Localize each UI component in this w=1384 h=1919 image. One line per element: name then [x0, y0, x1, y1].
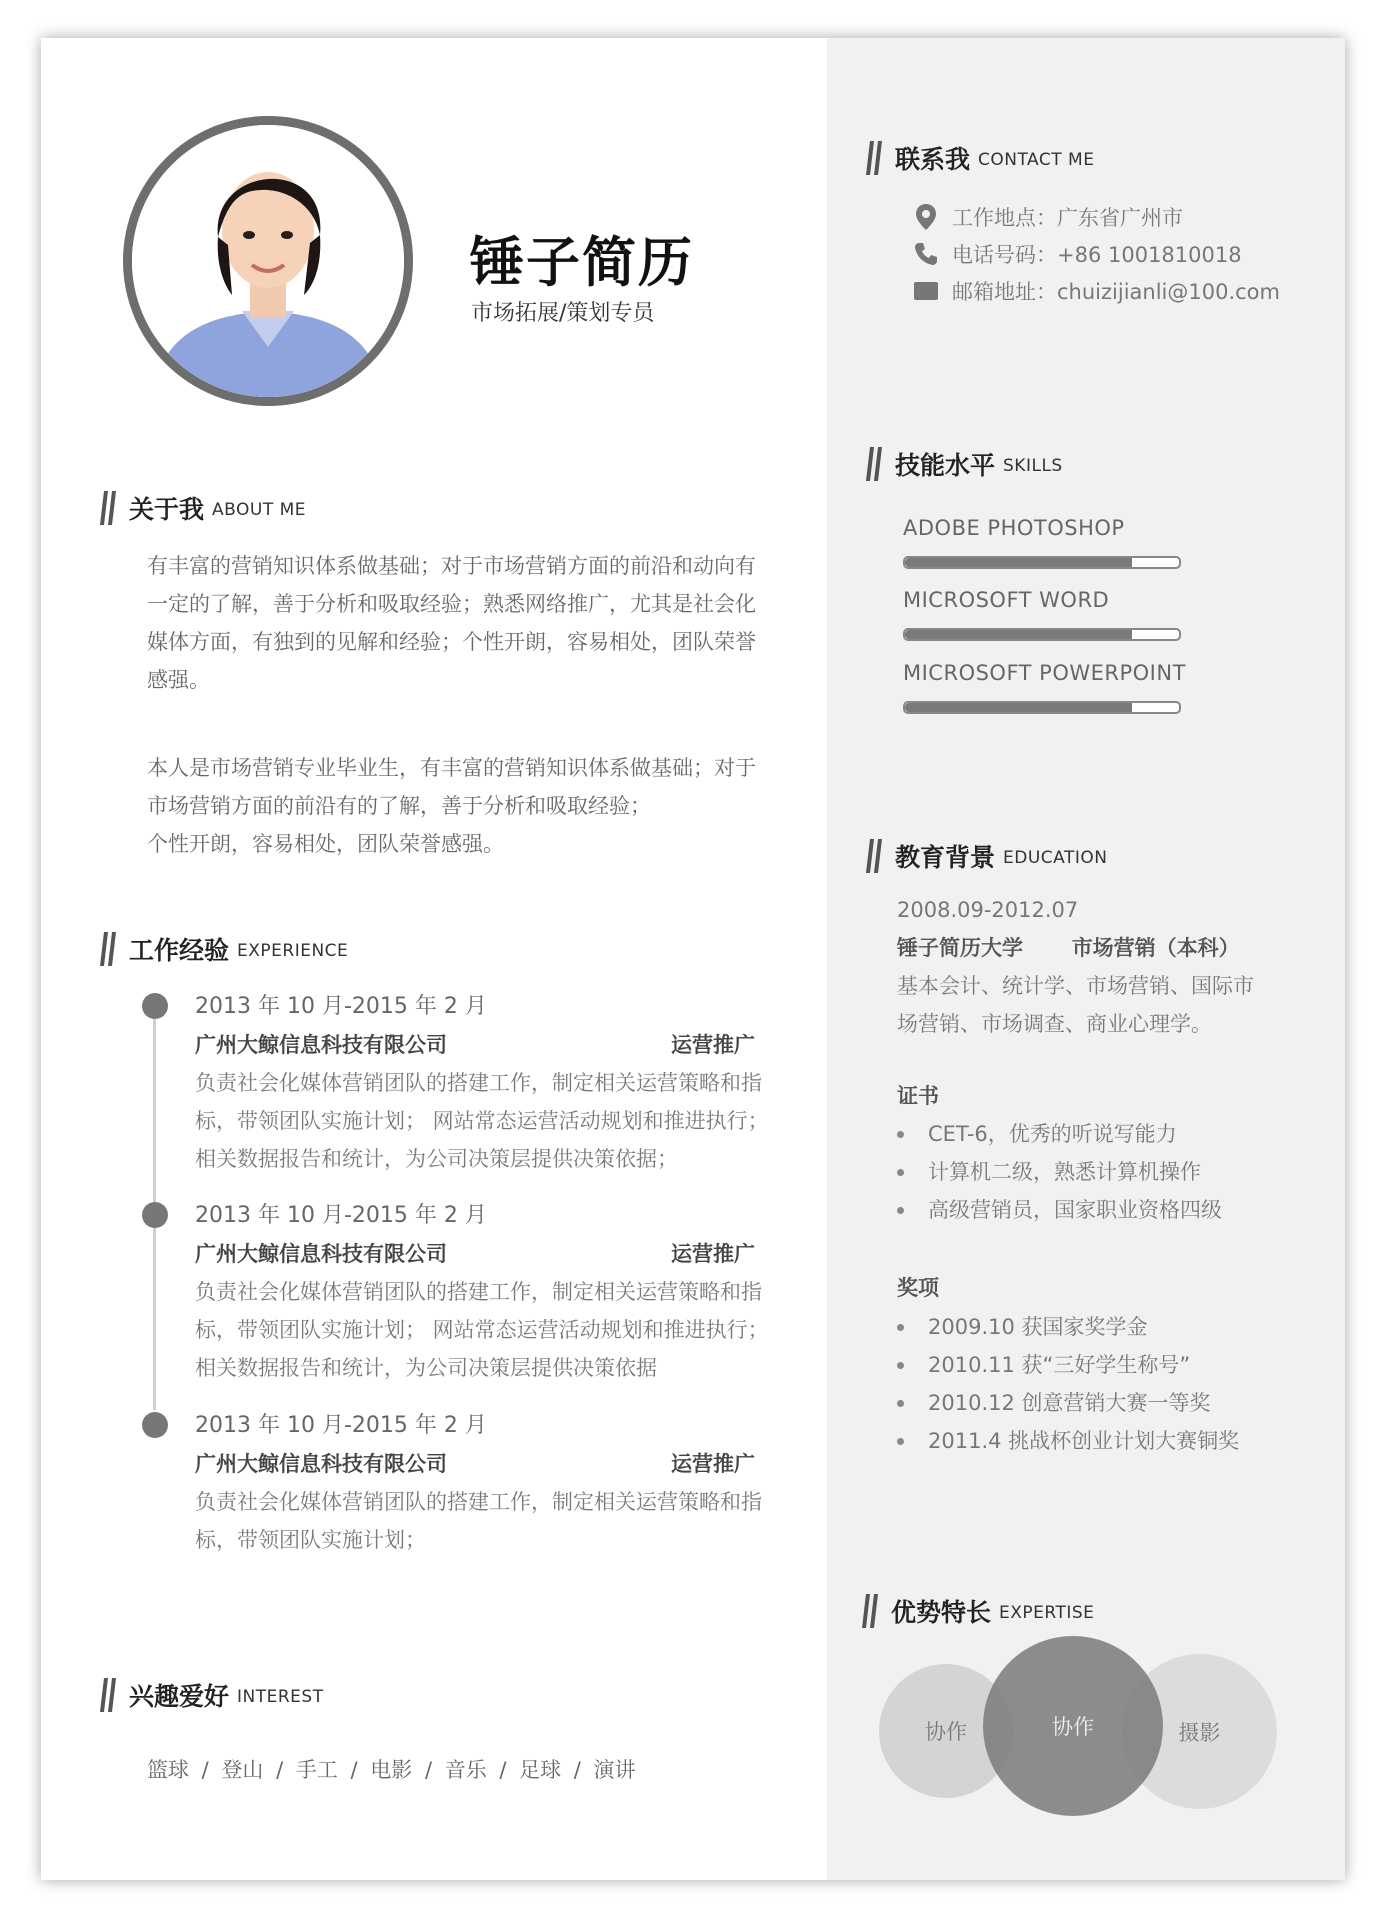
experience-company: 广州大鲸信息科技有限公司	[195, 1242, 447, 1266]
list-item-text: 计算机二级，熟悉计算机操作	[928, 1160, 1201, 1184]
text-line: 负责社会化媒体营销团队的搭建工作，制定相关运营策略和指	[195, 1490, 762, 1514]
text-line: 负责社会化媒体营销团队的搭建工作，制定相关运营策略和指	[195, 1280, 762, 1304]
mail-icon	[912, 279, 940, 303]
expertise-bubble-right: 摄影	[1122, 1654, 1277, 1809]
section-heading-contact	[865, 140, 1094, 176]
section-title-en: CONTACT ME	[978, 150, 1095, 170]
text-line: 市场营销方面的前沿有的了解，善于分析和吸取经验；	[147, 794, 651, 818]
skill-bar	[903, 628, 1181, 641]
resume-page	[41, 38, 1345, 1880]
section-title-en: INTEREST	[237, 1687, 324, 1707]
skill-bar	[903, 556, 1181, 569]
expertise-bubble-left: 协作	[879, 1664, 1013, 1798]
list-item	[897, 1308, 1239, 1346]
text-line: 有丰富的营销知识体系做基础；对于市场营销方面的前沿和动向有	[147, 554, 756, 578]
experience-position: 运营推广	[671, 1033, 755, 1057]
text-line: 负责社会化媒体营销团队的搭建工作，制定相关运营策略和指	[195, 1071, 762, 1095]
experience-item	[195, 988, 795, 1178]
education-major: 市场营销（本科）	[1071, 936, 1240, 960]
skill-bar-fill	[905, 630, 1132, 639]
experience-description	[195, 1273, 795, 1387]
resume-title: 锤子简历	[470, 231, 694, 294]
awards-list	[897, 1308, 1239, 1460]
text-line: 标，带领团队实施计划； 网站常态运营活动规划和推进执行；	[195, 1109, 769, 1133]
contact-location-text: 工作地点：广东省广州市	[952, 206, 1183, 230]
section-title-en: EDUCATION	[1003, 848, 1108, 868]
list-item	[897, 1384, 1239, 1422]
text-line: 本人是市场营销专业毕业生，有丰富的营销知识体系做基础；对于	[147, 756, 756, 780]
experience-company: 广州大鲸信息科技有限公司	[195, 1033, 447, 1057]
experience-date: 2013 年 10 月-2015 年 2 月	[195, 994, 487, 1019]
text-line: 标，带领团队实施计划； 网站常态运营活动规划和推进执行；	[195, 1318, 769, 1342]
experience-position: 运营推广	[671, 1242, 755, 1266]
profile-photo	[123, 116, 413, 406]
list-item-text: 2009.10 获国家奖学金	[928, 1315, 1148, 1339]
education-courses-line: 场营销、市场调查、商业心理学。	[897, 1012, 1212, 1036]
contact-email-text: 邮箱地址：chuizijianli@100.com	[952, 280, 1280, 304]
experience-item	[195, 1197, 795, 1387]
section-title-en: ABOUT ME	[212, 500, 307, 520]
bullet-icon	[897, 1131, 904, 1138]
bullet-icon	[897, 1169, 904, 1176]
text-line: 感强。	[147, 668, 210, 692]
section-marker-icon	[861, 1594, 879, 1628]
experience-date: 2013 年 10 月-2015 年 2 月	[195, 1413, 487, 1438]
timeline-dot	[142, 1202, 168, 1228]
list-item	[897, 1422, 1239, 1460]
bullet-icon	[897, 1362, 904, 1369]
section-title-zh: 工作经验	[129, 936, 230, 965]
section-heading-expertise	[861, 1593, 1094, 1629]
avatar-illustration	[132, 125, 404, 397]
section-title-zh: 联系我	[895, 145, 971, 174]
experience-item	[195, 1407, 795, 1559]
section-title-zh: 兴趣爱好	[129, 1682, 230, 1711]
list-item	[897, 1346, 1239, 1384]
location-pin-icon	[912, 205, 940, 229]
section-title-en: EXPERTISE	[999, 1603, 1095, 1623]
interest-list: 篮球 / 登山 / 手工 / 电影 / 音乐 / 足球 / 演讲	[147, 1758, 636, 1782]
list-item-text: 高级营销员，国家职业资格四级	[928, 1198, 1222, 1222]
text-line: 相关数据报告和统计，为公司决策层提供决策依据；	[195, 1147, 678, 1171]
certificates-list	[897, 1115, 1222, 1229]
text-line: 个性开朗，容易相处，团队荣誉感强。	[147, 832, 504, 856]
section-title-zh: 教育背景	[895, 843, 996, 872]
education-school: 锤子简历大学	[897, 936, 1023, 960]
skill-bar-fill	[905, 558, 1132, 567]
certificates-title: 证书	[897, 1084, 939, 1108]
about-paragraph-2	[147, 749, 797, 863]
timeline-dot	[142, 993, 168, 1019]
education-period: 2008.09-2012.07	[897, 898, 1079, 922]
education-courses-line: 基本会计、统计学、市场营销、国际市	[897, 974, 1254, 998]
timeline-dot	[142, 1412, 168, 1438]
experience-description	[195, 1483, 795, 1559]
list-item	[897, 1153, 1222, 1191]
section-heading-education	[865, 838, 1107, 874]
section-title-zh: 技能水平	[895, 451, 996, 480]
section-heading-about	[99, 490, 306, 526]
experience-date: 2013 年 10 月-2015 年 2 月	[195, 1203, 487, 1228]
section-marker-icon	[99, 491, 117, 525]
experience-position: 运营推广	[671, 1452, 755, 1476]
section-heading-skills	[865, 446, 1063, 482]
job-title: 市场拓展/策划专员	[471, 301, 655, 326]
skill-bar	[903, 701, 1181, 714]
section-marker-icon	[99, 1678, 117, 1712]
contact-phone	[912, 239, 1242, 269]
contact-phone-text: 电话号码：+86 1001810018	[952, 243, 1242, 267]
section-title-en: SKILLS	[1003, 456, 1063, 476]
text-line: 媒体方面，有独到的见解和经验；个性开朗，容易相处，团队荣誉	[147, 630, 756, 654]
contact-email	[912, 276, 1280, 306]
text-line: 相关数据报告和统计，为公司决策层提供决策依据	[195, 1356, 657, 1380]
section-heading-interest	[99, 1677, 324, 1713]
text-line: 标，带领团队实施计划；	[195, 1528, 426, 1552]
bullet-icon	[897, 1207, 904, 1214]
list-item-text: 2010.12 创意营销大赛一等奖	[928, 1391, 1211, 1415]
list-item-text: 2010.11 获“三好学生称号”	[928, 1353, 1191, 1377]
bullet-icon	[897, 1400, 904, 1407]
experience-description	[195, 1064, 795, 1178]
list-item	[897, 1115, 1222, 1153]
bullet-icon	[897, 1324, 904, 1331]
section-title-zh: 关于我	[129, 495, 205, 524]
skill-name: ADOBE PHOTOSHOP	[903, 516, 1125, 540]
section-marker-icon	[865, 447, 883, 481]
awards-title: 奖项	[897, 1276, 939, 1300]
section-heading-experience	[99, 931, 348, 967]
skill-name: MICROSOFT WORD	[903, 588, 1110, 612]
section-marker-icon	[99, 932, 117, 966]
education-block	[897, 891, 1254, 1043]
contact-location	[912, 202, 1183, 232]
section-title-en: EXPERIENCE	[237, 941, 349, 961]
list-item	[897, 1191, 1222, 1229]
skill-bar-fill	[905, 703, 1132, 712]
expertise-bubble-center: 协作	[983, 1636, 1163, 1816]
phone-icon	[912, 242, 940, 266]
skill-name: MICROSOFT POWERPOINT	[903, 661, 1186, 685]
text-line: 一定的了解，善于分析和吸取经验；熟悉网络推广，尤其是社会化	[147, 592, 756, 616]
list-item-text: CET-6，优秀的听说写能力	[928, 1122, 1177, 1146]
education-school-row	[897, 929, 1254, 967]
experience-company: 广州大鲸信息科技有限公司	[195, 1452, 447, 1476]
about-paragraph-1	[147, 547, 797, 699]
section-marker-icon	[865, 839, 883, 873]
section-title-zh: 优势特长	[891, 1598, 992, 1627]
bullet-icon	[897, 1438, 904, 1445]
section-marker-icon	[865, 141, 883, 175]
list-item-text: 2011.4 挑战杯创业计划大赛铜奖	[928, 1429, 1240, 1453]
